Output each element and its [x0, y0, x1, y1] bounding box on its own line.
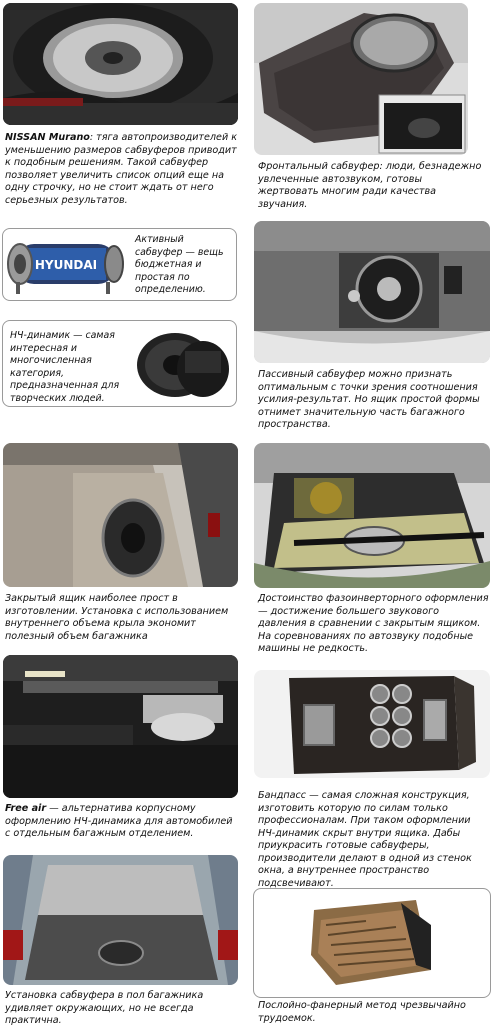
photo-bandpass-box [254, 670, 490, 778]
caption-lf-driver: НЧ-динамик — самая интересная и многочисленная категория, предназначенная для творческих людей. [10, 330, 120, 404]
caption-murano-brand: NISSAN Murano [5, 132, 90, 143]
photo-floor-subwoofer-trunk [3, 855, 238, 985]
caption-murano-text: : тяга автопроизводителей к уменьшению размеров сабвуферов приводит к подобным решениям. Такой сабвуфер позволяет увеличить список опций еще на одну строчку, но не стоит ждать от него серьезных результатов. [5, 132, 238, 206]
caption-active: Активный сабвуфер — вещь бюджетная и простая по определению. [135, 234, 224, 295]
photo-frontal-subwoofer [254, 3, 468, 155]
lf-driver-box [2, 320, 237, 407]
caption-frontal: Фронтальный сабвуфер: люди, безнадежно увлеченные автозвуком, готовы жертвовать многим ради качества звучания. [258, 161, 482, 210]
photo-nissan-murano-spare-wheel-subwoofer [3, 3, 238, 125]
caption-floor: Установка сабвуфера в пол багажника удивляет окружающих, но не всегда практична. [5, 990, 204, 1026]
hyundai-logo: HYUNDAI [34, 258, 98, 272]
caption-free-air [5, 803, 240, 841]
caption-bandpass: Бандпасс — самая сложная конструкция, изготовить которую по силам только профессионалам. При таком оформлении НЧ-динамик скрыт внутри ящика. Дабы приукрасить готовые сабвуферы, производители делают в одной из стенок окна, а внутреннее пространство подсвечивают. [258, 790, 472, 889]
caption-plywood: Послойно-фанерный метод чрезвычайно трудоемок. [258, 1000, 466, 1024]
caption-free-air-term: Free air [5, 803, 47, 814]
caption-bass-reflex: Достоинство фазоинверторного оформления — достижение большего звукового давления в сравнении с закрытым ящиком. На соревнованиях по автозвуку подобные машины не редкость. [258, 593, 489, 654]
plywood-box [253, 888, 491, 998]
photo-active-subwoofer-hyundai [6, 234, 128, 294]
caption-free-air-text: — альтернатива корпусному оформлению НЧ-динамика для автомобилей с отдельным багажным отделением. [5, 803, 233, 839]
caption-murano [5, 132, 240, 207]
active-subwoofer-box [2, 228, 237, 301]
photo-plywood-layered-sample [306, 895, 436, 990]
caption-passive: Пассивный сабвуфер можно признать оптимальным с точки зрения соотношения усилия-результат. Но ящик простой формы отнимет значительную часть багажного пространства. [258, 369, 480, 430]
photo-passive-subwoofer-trunk [254, 221, 490, 363]
photo-free-air-trunk [3, 655, 238, 798]
photo-lf-driver [133, 323, 233, 403]
photo-bass-reflex-competition-car [254, 443, 490, 588]
photo-closed-box-wing [3, 443, 238, 587]
caption-closed-box: Закрытый ящик наиболее прост в изготовлении. Установка с использованием внутреннего объема крыла экономит полезный объем багажника [5, 593, 229, 642]
